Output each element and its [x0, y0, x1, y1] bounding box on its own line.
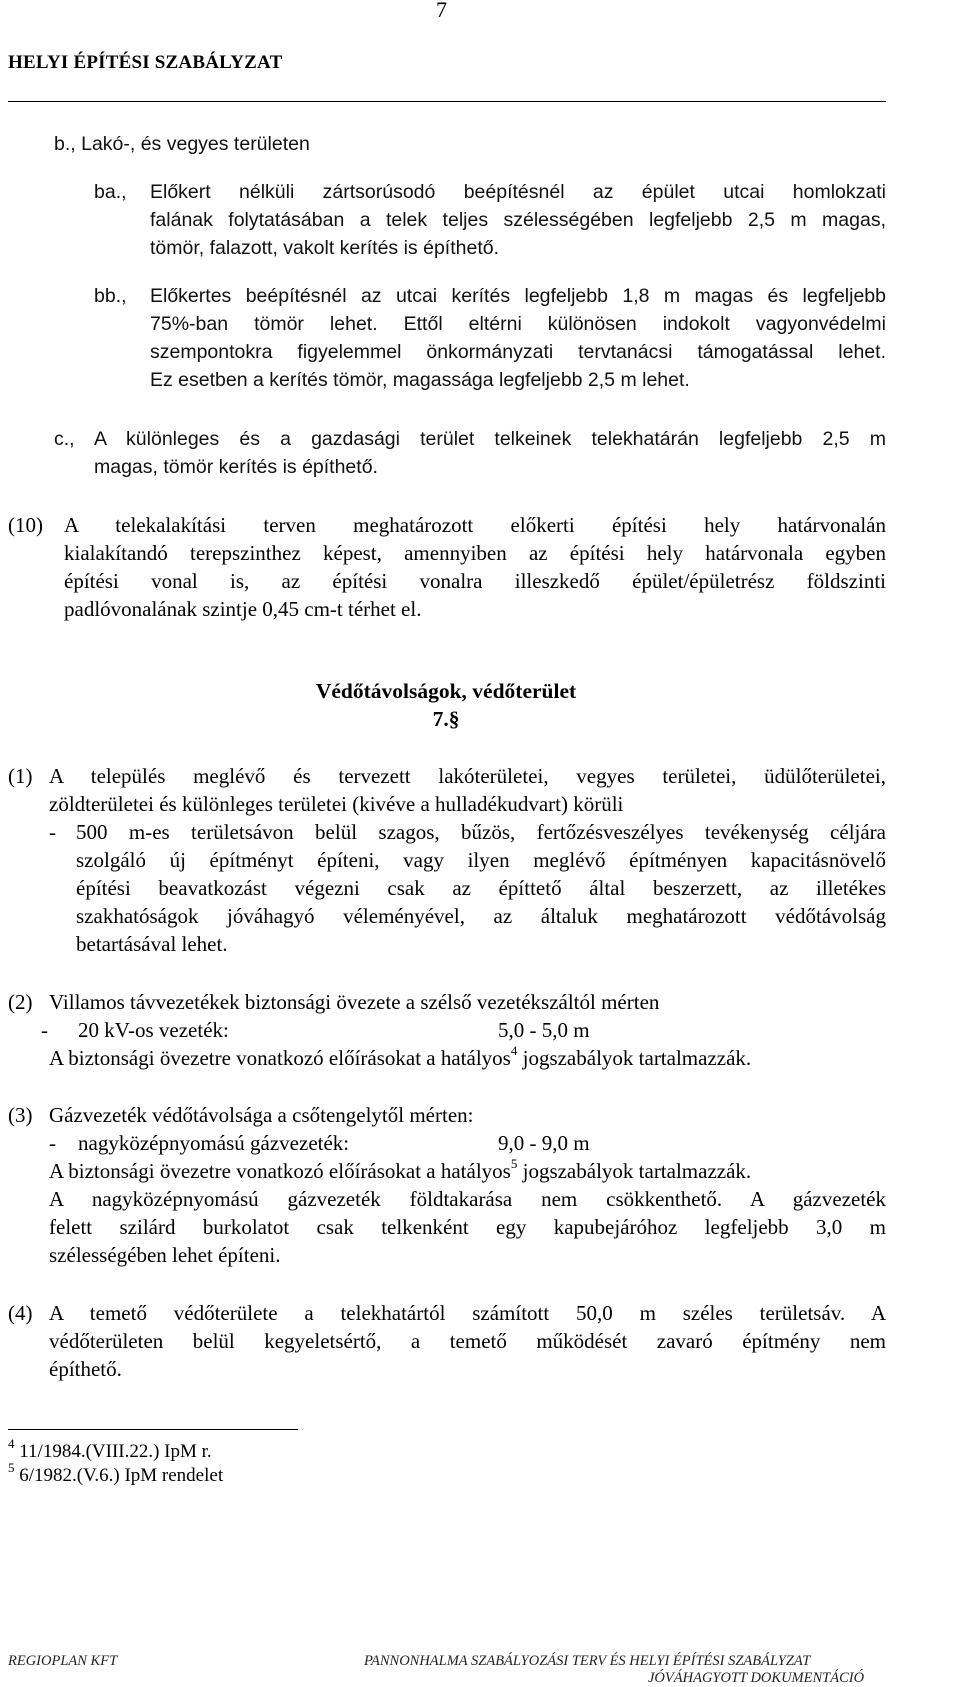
item-bb-line: szempontokra figyelemmel önkormányzati tervtanácsi támogatással lehet.: [150, 341, 886, 363]
item-ba-line: falának folytatásában a telek teljes szélességében legfeljebb 2,5 m magas,: [150, 209, 886, 231]
item-ba-line: tömör, falazott, vakolt kerítés is építhető.: [150, 237, 500, 259]
p4-line: védőterületen belül kegyeletsértő, a temető működését zavaró építmény nem: [49, 1329, 886, 1353]
item-bb-label: bb.,: [94, 285, 127, 307]
footnote-number: 5: [8, 1459, 15, 1475]
p2-line: Villamos távvezetékek biztonsági övezete a szélső vezetékszáltól mérten: [49, 990, 660, 1014]
p3-item-value: 9,0 - 9,0 m: [498, 1131, 590, 1155]
footnote-5: [8, 1459, 224, 1488]
section-7-title: Védőtávolságok, védőterület: [315, 679, 577, 703]
p2-item-label: 20 kV-os vezeték:: [78, 1018, 229, 1042]
para-10-line: A telekalakítási terven meghatározott előkerti építési hely határvonalán: [64, 513, 886, 537]
p1-bullet-line: 500 m-es területsávon belül szagos, bűzös, fertőzésveszélyes tevékenység céljára: [76, 820, 886, 844]
p2-note-text-end: jogszabályok tartalmazzák.: [517, 1046, 752, 1070]
p2-note-text: A biztonsági övezetre vonatkozó előírásokat a hatályos: [49, 1046, 511, 1070]
item-bb-line: Ez esetben a kerítés tömör, magassága legfeljebb 2,5 m lehet.: [150, 369, 690, 391]
section-c-line: A különleges és a gazdasági terület telkeinek telekhatárán legfeljebb 2,5 m: [94, 428, 886, 450]
header-rule: [8, 101, 886, 102]
para-10-line: kialakítandó terepszinthez képest, amennyiben az építési hely határvonala egyben: [64, 541, 886, 565]
footnote-number: 4: [8, 1435, 15, 1451]
p3-note-text: A biztonsági övezetre vonatkozó előírásokat a hatályos: [49, 1159, 511, 1183]
para-10-label: (10): [8, 513, 43, 537]
item-bb-line: 75%-ban tömör lehet. Ettől eltérni különösen indokolt vagyonvédelmi: [150, 313, 886, 335]
footnote-text: 11/1984.(VIII.22.) IpM r.: [19, 1441, 212, 1462]
p4-line: építhető.: [49, 1357, 122, 1381]
p2-item-value: 5,0 - 5,0 m: [498, 1018, 590, 1042]
p1-bullet-line: betartásával lehet.: [76, 932, 228, 956]
p3-line: Gázvezeték védőtávolsága a csőtengelytől mérten:: [49, 1103, 474, 1127]
p2-note: [49, 1044, 751, 1072]
footer-right: PANNONHALMA SZABÁLYOZÁSI TERV ÉS HELYI ÉPÍTÉSI SZABÁLYZAT: [364, 1653, 811, 1669]
p1-bullet-line: szolgáló új építményt építeni, vagy ilyen meglévő építményen kapacitásnövelő: [76, 848, 886, 872]
p3-note: [49, 1157, 751, 1185]
para-10-line: építési vonal is, az építési vonalra illeszkedő épület/épületrész földszinti: [64, 569, 886, 593]
p1-bullet-line: építési beavatkozást végezni csak az építtető által beszerzett, az illetékes: [76, 876, 886, 900]
section-c-label: c.,: [54, 428, 75, 450]
p3-line: szélességében lehet építeni.: [49, 1243, 281, 1267]
section-7-number: 7.§: [432, 707, 460, 731]
p3-line: A nagyközépnyomású gázvezeték földtakarása nem csökkenthető. A gázvezeték: [49, 1187, 886, 1211]
p3-note-text-end: jogszabályok tartalmazzák.: [517, 1159, 752, 1183]
item-ba-label: ba.,: [94, 181, 127, 203]
footer-left: REGIOPLAN KFT: [8, 1653, 118, 1669]
item-ba-line: Előkert nélküli zártsorúsodó beépítésnél az épület utcai homlokzati: [150, 181, 886, 203]
p1-dash: -: [49, 820, 56, 844]
item-bb-line: Előkertes beépítésnél az utcai kerítés legfeljebb 1,8 m magas és legfeljebb: [150, 285, 886, 307]
p4-label: (4): [8, 1301, 33, 1325]
footnote-4: [8, 1435, 212, 1464]
p1-bullet-line: szakhatóságok jóváhagyó véleményével, az általuk meghatározott védőtávolság: [76, 904, 886, 928]
section-b-heading: b., Lakó-, és vegyes területen: [54, 133, 310, 155]
p2-item-dash: -: [41, 1018, 48, 1042]
p3-item-dash: -: [49, 1131, 56, 1155]
footer-right-2: JÓVÁHAGYOTT DOKUMENTÁCIÓ: [648, 1670, 865, 1686]
footnote-rule: [8, 1429, 298, 1430]
p4-line: A temető védőterülete a telekhatártól számított 50,0 m széles területsáv. A: [49, 1301, 886, 1325]
footnote-ref-4: 4: [510, 1043, 518, 1058]
p3-item-label: nagyközépnyomású gázvezeték:: [78, 1131, 350, 1155]
footnote-ref-5: 5: [510, 1156, 518, 1171]
p1-line: A település meglévő és tervezett lakóterületei, vegyes területei, üdülőterületei,: [49, 764, 886, 788]
document-title: HELYI ÉPÍTÉSI SZABÁLYZAT: [8, 52, 283, 73]
page-number: 7: [436, 0, 447, 22]
p3-label: (3): [8, 1103, 33, 1127]
p2-label: (2): [8, 990, 33, 1014]
section-c-line: magas, tömör kerítés is építhető.: [94, 456, 378, 478]
para-10-line: padlóvonalának szintje 0,45 cm-t térhet el.: [64, 597, 422, 621]
p1-line: zöldterületei és különleges területei (kivéve a hulladékudvart) körüli: [49, 792, 624, 816]
footnote-text: 6/1982.(V.6.) IpM rendelet: [19, 1465, 224, 1486]
p3-line: felett szilárd burkolatot csak telkenként egy kapubejáróhoz legfeljebb 3,0 m: [49, 1215, 886, 1239]
p1-label: (1): [8, 764, 33, 788]
